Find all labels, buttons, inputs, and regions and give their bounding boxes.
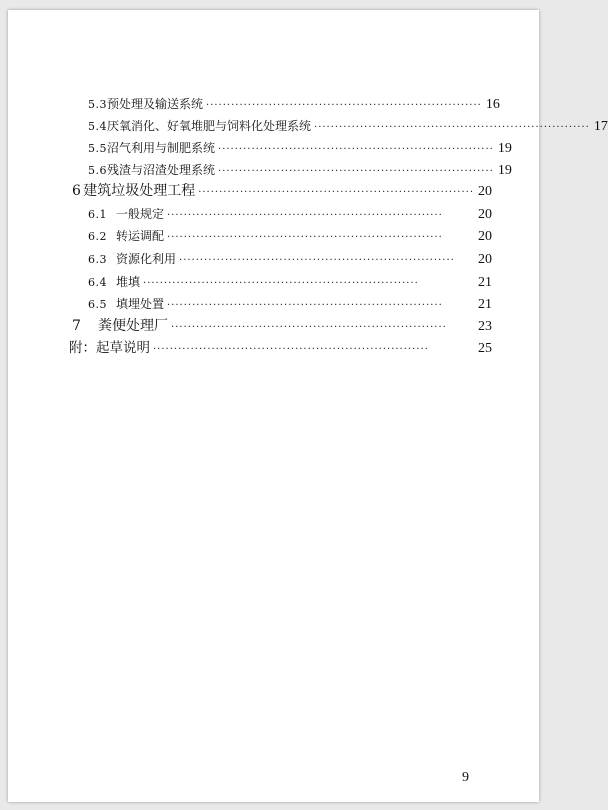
toc-number: 6.3	[88, 253, 107, 266]
toc-title: 建筑垃圾处理工程	[83, 183, 196, 199]
toc-leader-dots: ··································································	[206, 100, 482, 111]
toc-leader-dots: ··································································	[218, 144, 494, 155]
toc-number: 6.5	[88, 298, 107, 311]
toc-entry-5-4	[88, 117, 608, 137]
toc-entry-6-3	[88, 250, 492, 270]
toc-title: 转运调配	[116, 229, 165, 243]
toc-leader-dots: ··································································	[167, 210, 443, 221]
toc-entry-6-4	[88, 273, 492, 293]
toc-page-number: 23	[478, 319, 492, 334]
toc-title: 粪便处理厂	[98, 318, 168, 334]
toc-title: 预处理及输送系统	[107, 97, 204, 111]
toc-leader-dots: ··································································	[179, 255, 455, 266]
toc-entry-5-6	[88, 161, 512, 181]
toc-number: 6.2	[88, 230, 107, 243]
toc-leader-dots: ··································································	[218, 166, 494, 177]
toc-number: 7	[72, 318, 81, 334]
toc-page-number: 25	[478, 341, 492, 356]
toc-number: 6.1	[88, 208, 107, 221]
toc-entry-6-5	[88, 295, 492, 315]
toc-page-number: 21	[478, 275, 492, 290]
toc-page-number: 20	[478, 207, 492, 222]
toc-page-number: 19	[497, 163, 512, 178]
toc-title: 附：起草说明	[69, 340, 150, 356]
toc-entry-chapter-7	[72, 317, 492, 337]
toc-number: 6.4	[88, 276, 107, 289]
toc-number: 5.5	[88, 142, 107, 155]
page-number: 9	[462, 770, 469, 785]
toc-entry-6-1	[88, 205, 492, 225]
toc-leader-dots: ··································································	[167, 300, 443, 311]
toc-number: 6	[72, 183, 81, 199]
toc-page-number: 16	[485, 97, 500, 112]
toc-number: 5.6	[88, 164, 107, 177]
toc-page-number: 20	[478, 252, 492, 267]
toc-title: 残渣与沼渣处理系统	[107, 163, 216, 177]
toc-page-number: 21	[478, 297, 492, 312]
toc-title: 堆填	[116, 275, 141, 289]
toc-title: 一般规定	[116, 207, 165, 221]
toc-title: 厌氧消化、好氧堆肥与饲料化处理系统	[107, 119, 312, 133]
toc-leader-dots: ··································································	[143, 278, 419, 289]
toc-title: 填埋处置	[116, 297, 165, 311]
toc-entry-appendix	[69, 339, 492, 359]
toc-leader-dots: ··································································	[198, 187, 474, 198]
toc-leader-dots: ··································································	[167, 232, 443, 243]
toc-entry-5-5	[88, 139, 512, 159]
toc-leader-dots: ··································································	[314, 122, 590, 133]
toc-leader-dots: ··································································	[171, 322, 447, 333]
toc-page-number: 20	[478, 229, 492, 244]
toc-title: 沼气利用与制肥系统	[107, 141, 216, 155]
toc-number: 5.3	[88, 98, 107, 111]
toc-title: 资源化利用	[116, 252, 177, 266]
toc-number: 5.4	[88, 120, 107, 133]
toc-entry-5-3	[88, 95, 500, 115]
toc-leader-dots: ··································································	[153, 344, 429, 355]
document-page	[8, 10, 608, 802]
toc-page-number: 17	[593, 119, 608, 134]
table-of-contents	[8, 10, 608, 802]
toc-entry-6-2	[88, 227, 492, 247]
toc-page-number: 20	[478, 184, 492, 199]
toc-entry-chapter-6	[72, 182, 492, 202]
toc-page-number: 19	[497, 141, 512, 156]
